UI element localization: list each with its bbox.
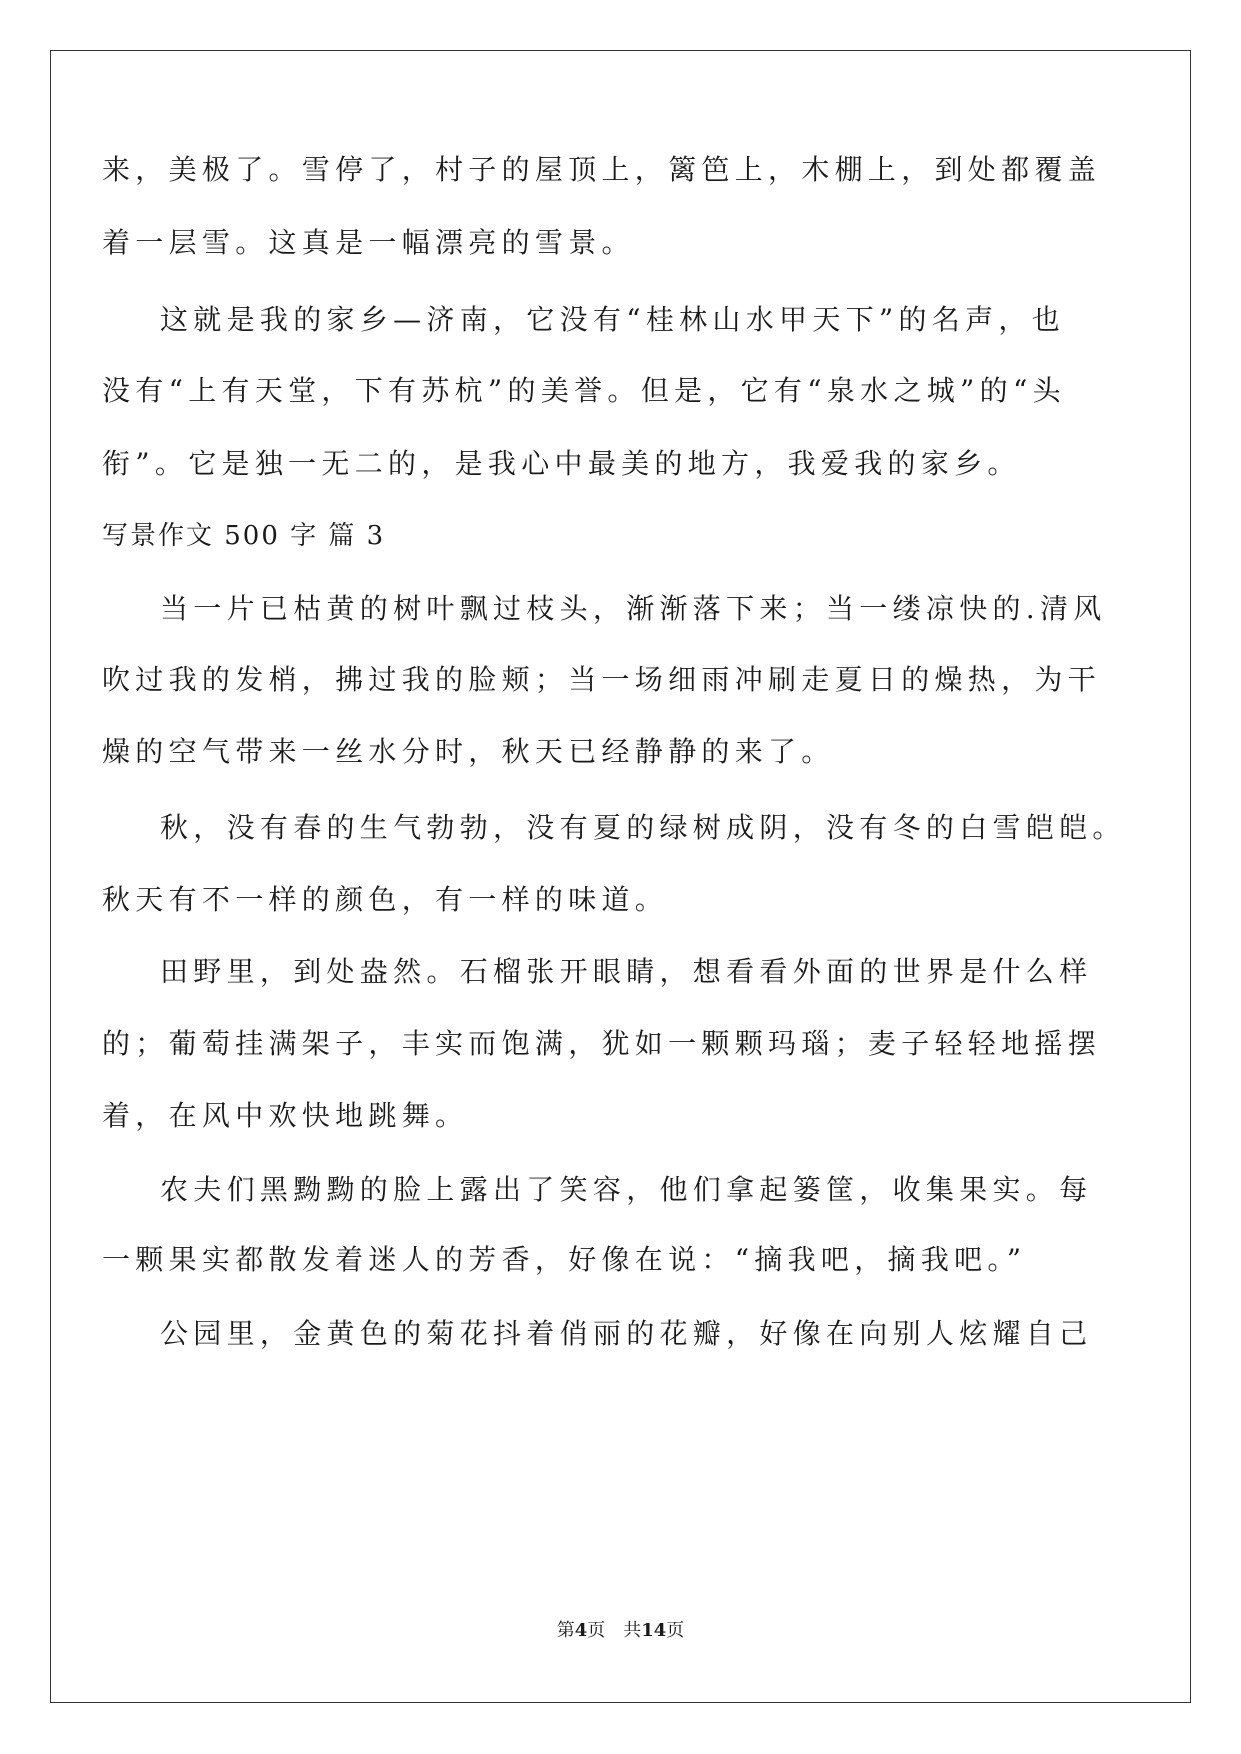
text-line: 的；葡萄挂满架子，丰实而饱满，犹如一颗颗玛瑙；麦子轻轻地摇摆 [102, 1027, 1102, 1060]
text-line: 来，美极了。雪停了，村子的屋顶上，篱笆上，木棚上，到处都覆盖 [102, 153, 1102, 186]
current-page-number: 4 [574, 1620, 588, 1641]
text-line: 燥的空气带来一丝水分时，秋天已经静静的来了。 [102, 735, 835, 768]
page-suffix: 页 [666, 1620, 685, 1641]
paragraph-first-line: 当一片已枯黄的树叶飘过枝头，渐渐落下来；当一缕凉快的.清风 [160, 592, 1107, 625]
paragraph-first-line: 田野里，到处盎然。石榴张开眼睛，想看看外面的世界是什么样 [160, 955, 1093, 988]
total-page-number: 14 [641, 1620, 667, 1641]
paragraph-first-line: 秋，没有春的生气勃勃，没有夏的绿树成阴，没有冬的白雪皑皑。 [160, 811, 1126, 844]
text-line: 一颗果实都散发着迷人的芳香，好像在说：“摘我吧，摘我吧。” [102, 1243, 1027, 1276]
text-line: 衔”。它是独一无二的，是我心中最美的地方，我爱我的家乡。 [102, 447, 1021, 480]
page-border [50, 50, 1191, 1703]
text-line: 着一层雪。这真是一幅漂亮的雪景。 [102, 226, 635, 259]
paragraph-first-line: 公园里，金黄色的菊花抖着俏丽的花瓣，好像在向别人炫耀自己 [160, 1317, 1093, 1350]
paragraph-first-line: 这就是我的家乡—济南，它没有“桂林山水甲天下”的名声，也 [160, 303, 1066, 336]
text-line: 着，在风中欢快地跳舞。 [102, 1099, 469, 1132]
page-mid: 页 共 [587, 1620, 642, 1641]
text-line: 吹过我的发梢，拂过我的脸颊；当一场细雨冲刷走夏日的燥热，为干 [102, 663, 1102, 696]
text-line: 没有“上有天堂，下有苏杭”的美誉。但是，它有“泉水之城”的“头 [102, 374, 1066, 407]
section-heading: 写景作文 500 字 篇 3 [102, 521, 386, 551]
paragraph-first-line: 农夫们黑黝黝的脸上露出了笑容，他们拿起篓筐，收集果实。每 [160, 1173, 1093, 1206]
page-number-footer [0, 1619, 1241, 1643]
page-prefix: 第 [556, 1620, 575, 1641]
text-line: 秋天有不一样的颜色，有一样的味道。 [102, 883, 669, 916]
